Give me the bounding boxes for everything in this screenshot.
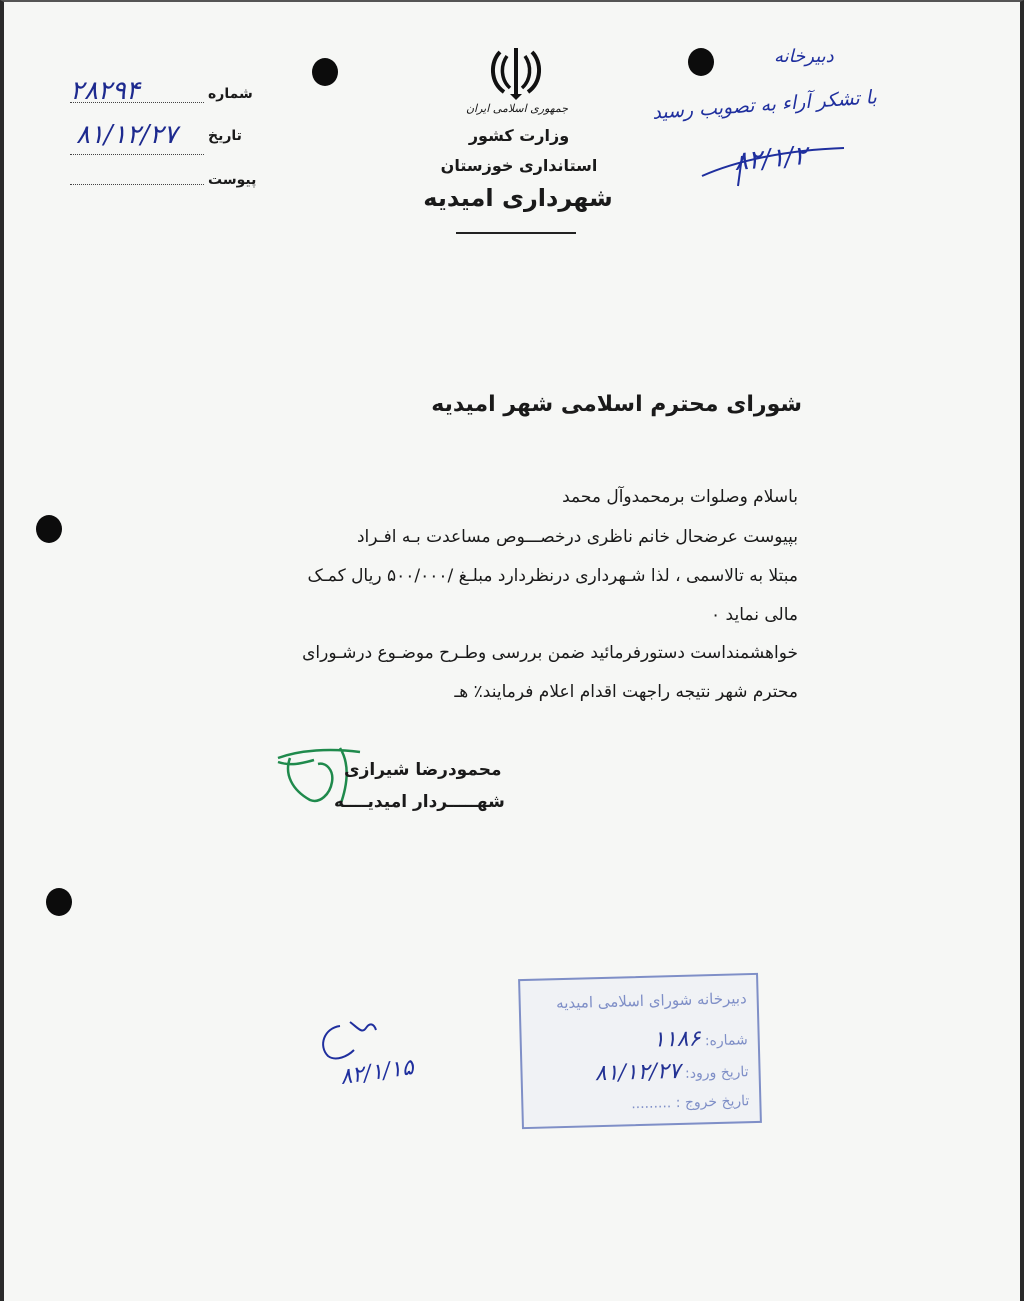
number-value: ۲۸۲۹۴ xyxy=(70,76,140,106)
body-line: خواهشمنداست دستورفرمائید ضمن بررسی وطـرح موضـوع درشـورای xyxy=(302,643,798,663)
signatory-name: محمودرضا شیرازی xyxy=(344,760,502,780)
stamp-entry-label: تاریخ ورود: xyxy=(684,1064,749,1082)
stamp-exit-row xyxy=(631,1093,750,1112)
greeting: باسلام وصلوات برمحمدوآل محمد xyxy=(562,487,798,507)
handwritten-bottom-date: ۸۲/۱/۱۵ xyxy=(338,1054,416,1091)
stamp-entry-value: ۸۱/۱۲/۲۷ xyxy=(594,1058,681,1087)
municipality-name: شهرداری امیدیه xyxy=(423,184,613,212)
number-label: شماره xyxy=(208,86,253,102)
handwritten-underline xyxy=(698,142,848,192)
date-label: تاریخ xyxy=(208,128,242,144)
handwritten-initial xyxy=(310,1016,380,1066)
emblem-caption: جمهوری اسلامی ایران xyxy=(465,102,569,115)
received-stamp xyxy=(518,973,762,1129)
governorate-name: استانداری خوزستان xyxy=(440,156,598,175)
handwritten-note-date: ۸۲/۱/۲ xyxy=(732,140,809,178)
body-line: بپیوست عرضحال خانم ناظری درخصـــوص مساعدت بـه افـراد xyxy=(356,527,798,547)
signatory-title: شهـــــردار امیدیــــه xyxy=(334,792,505,812)
punch-hole xyxy=(46,888,72,916)
stamp-number-value: ۱۱۸۶ xyxy=(652,1026,701,1053)
stamp-exit-label: تاریخ خروج : xyxy=(675,1093,750,1112)
recipient-heading: شورای محترم اسلامی شهر امیدیه xyxy=(431,392,802,417)
stamp-number-label: شماره: xyxy=(704,1032,748,1050)
handwritten-note-secretariat: دبیرخانه xyxy=(774,46,834,67)
punch-hole xyxy=(312,58,338,86)
header-divider xyxy=(456,232,576,234)
body-line: محترم شهر نتیجه راجهت اقدام اعلام فرمایند٪ هـ xyxy=(454,682,798,702)
punch-hole xyxy=(688,48,714,76)
attachment-label: پیوست xyxy=(208,172,257,188)
iran-emblem-icon xyxy=(486,46,546,102)
date-value: ۸۱/۱۲/۲۷ xyxy=(76,120,178,150)
stamp-entry-row xyxy=(595,1057,749,1086)
body-line: مبتلا به تالاسمی ، لذا شـهرداری درنظردارد مبلـغ /۵۰۰/۰۰۰ ریال کمـک xyxy=(307,566,798,586)
body-line: مالی نماید ۰ xyxy=(711,605,798,625)
stamp-exit-value: ......... xyxy=(631,1095,672,1113)
stamp-title: دبیرخانه شورای اسلامی امیدیه xyxy=(555,989,747,1013)
punch-hole xyxy=(36,515,62,543)
stamp-number-row xyxy=(653,1025,748,1052)
ministry-name: وزارت کشور xyxy=(468,126,570,145)
handwritten-note-approval: با تشکر آراء به تصویب رسید xyxy=(651,86,878,124)
